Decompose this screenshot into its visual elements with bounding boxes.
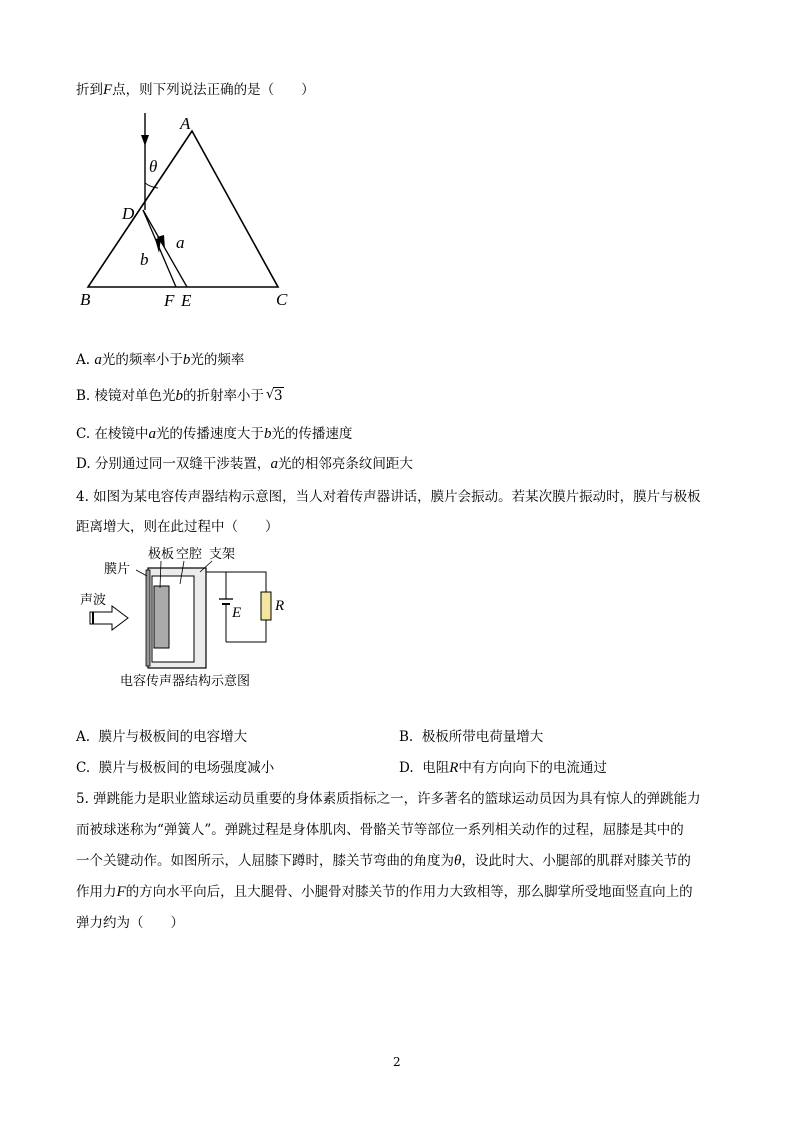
var-theta: θ [454,853,462,869]
label-plate: 极板 [148,547,175,562]
option-text-3: 光的传播速度 [271,426,353,442]
label-E: E [232,605,242,621]
q3-stem-var: F [103,82,113,98]
option-letter: B. [399,729,414,745]
q5-line4-text-2: 的方向水平向后，且大腿骨、小腿骨对膝关节的作用力大致相等，那么脚掌所受地面竖直向上的 [125,884,693,900]
option-text: 光的频率小于 [101,352,183,368]
q4-option-B[interactable] [399,727,543,747]
resistor [261,592,271,620]
q4-option-A[interactable] [76,727,247,747]
q3-option-C[interactable] [76,424,352,444]
q5-line2: 而被球迷称为“弹簧人”。弹跳过程是身体肌肉、骨骼关节等部位一系列相关动作的过程，屈膝是其中的 [76,822,684,838]
var-a: a [94,352,102,368]
option-text-2: 光的传播速度大于 [155,426,264,442]
label-support: 支架 [209,547,236,562]
label-membrane: 膜片 [104,562,131,577]
q5-line4-text: 作用力 [76,884,117,900]
option-text-2: 的折射率小于 [183,388,265,404]
option-letter: D. [76,456,91,472]
option-text: 在棱镜中 [94,426,149,442]
figure-caption: 电容传声器结构示意图 [120,674,251,689]
q3-option-D[interactable] [76,454,413,474]
q3-stem-text-2: 点，则下列说法正确的是（ ） [112,82,315,98]
label-R: R [275,598,285,614]
plate [154,586,169,648]
option-text: 电阻 [422,760,450,776]
incident-arrow [141,135,149,146]
option-text: 膜片与极板间的电容增大 [98,729,248,745]
option-letter: C. [76,760,91,776]
q3-option-B[interactable] [76,386,284,406]
var-b: b [175,388,184,404]
prism-triangle [88,131,278,287]
leader-membrane [136,570,147,576]
page-number: 2 [393,1055,401,1069]
option-text: 极板所带电荷量增大 [421,729,544,745]
q4-stem-line1: 4. 如图为某电容传声器结构示意图，当人对着传声器讲话，膜片会振动。若某次膜片振动时，膜片与极板 [76,489,701,505]
label-sound-wave: 声波 [80,593,107,608]
q3-stem-text: 折到 [76,82,103,98]
q3-option-A[interactable] [76,350,244,370]
q4-stem-line2: 距离增大，则在此过程中（ ） [76,519,279,535]
option-text-2: 光的相邻亮条纹间距大 [277,456,413,472]
circuit-wire-top [206,572,266,592]
var-F: F [116,884,126,900]
label-D: D [122,204,135,223]
var-b: b [182,352,191,368]
option-letter: B. [76,388,91,404]
label-cavity: 空腔 [176,547,203,562]
q5-line3-text-2: ，设此时大、小腿部的肌群对膝关节的 [461,853,691,869]
circuit-wire-bottom [226,620,266,642]
option-text: 膜片与极板间的电场强度减小 [98,760,275,776]
option-text: 分别通过同一双缝干涉装置， [94,456,271,472]
label-a: a [176,233,185,252]
var-R: R [449,760,459,776]
sqrt-radicand: 3 [274,388,283,404]
var-b: b [263,426,272,442]
label-b: b [140,250,149,269]
option-text-2: 中有方向向下的电流通过 [458,760,607,776]
sqrt-symbol: √ 3 [266,387,283,404]
label-E: E [181,291,192,310]
label-C: C [276,290,288,309]
option-text-2: 光的频率 [190,352,245,368]
q4-option-D[interactable] [399,758,607,778]
label-F: F [164,291,175,310]
q5-line3 [76,851,691,871]
q5-line5: 弹力约为（ ） [76,915,184,931]
q5-line1: 5. 弹跳能力是职业篮球运动员重要的身体素质指标之一，许多著名的篮球运动员因为具有惊人的弹跳能力 [76,791,701,807]
membrane [146,570,150,666]
option-letter: D. [399,760,414,776]
var-a: a [270,456,278,472]
option-letter: A. [76,729,91,745]
q5-line3-text: 一个关键动作。如图所示，人屈膝下蹲时，膝关节弯曲的角度为 [76,853,454,869]
option-letter: C. [76,426,91,442]
q5-line4 [76,882,693,902]
sound-wave-arrow [90,606,128,630]
q4-option-C[interactable] [76,758,274,778]
microphone-figure [76,542,316,692]
option-letter: A. [76,352,91,368]
option-text: 棱镜对单色光 [94,388,176,404]
prism-figure [70,105,310,315]
label-A: A [180,114,191,133]
label-theta: θ [149,157,158,176]
q3-stem [76,80,315,100]
label-B: B [80,290,91,309]
var-a: a [148,426,156,442]
